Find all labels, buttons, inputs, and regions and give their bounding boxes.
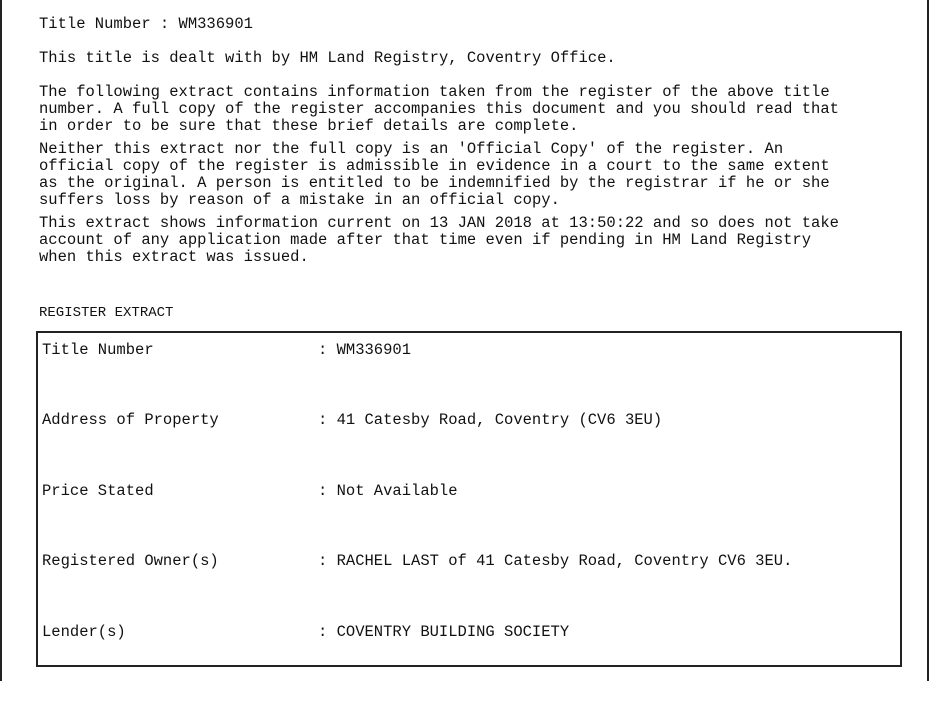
register-value: : 41 Catesby Road, Coventry (CV6 3EU) — [318, 411, 663, 429]
currency-line: when this extract was issued. — [39, 248, 309, 266]
office-statement: This title is dealt with by HM Land Registry, Coventry Office. — [39, 49, 616, 67]
register-label: Title Number — [42, 341, 154, 359]
official-copy-line: Neither this extract nor the full copy is an 'Official Copy' of the register. An — [39, 140, 784, 158]
register-value: : WM336901 — [318, 341, 412, 359]
register-label: Lender(s) — [42, 623, 126, 641]
register-extract-table — [36, 331, 902, 667]
currency-line: This extract shows information current on 13 JAN 2018 at 13:50:22 and so does not take — [39, 214, 839, 232]
intro-paragraph — [39, 84, 899, 135]
register-row-title-number — [42, 340, 892, 360]
register-label: Price Stated — [42, 482, 154, 500]
register-label: Registered Owner(s) — [42, 552, 219, 570]
register-row-address — [42, 410, 892, 430]
official-copy-line: official copy of the register is admissible in evidence in a court to the same extent — [39, 157, 830, 175]
official-copy-paragraph — [39, 141, 899, 209]
currency-line: account of any application made after that time even if pending in HM Land Registry — [39, 231, 812, 249]
register-value: : Not Available — [318, 482, 458, 500]
register-row-owner — [42, 551, 892, 571]
register-value: : RACHEL LAST of 41 Catesby Road, Coventry CV6 3EU. — [318, 552, 793, 570]
intro-line: number. A full copy of the register accompanies this document and you should read that — [39, 100, 839, 118]
register-extract-heading: REGISTER EXTRACT — [39, 305, 174, 321]
register-label: Address of Property — [42, 411, 219, 429]
intro-line: The following extract contains information taken from the register of the above title — [39, 83, 830, 101]
intro-line: in order to be sure that these brief details are complete. — [39, 117, 579, 135]
register-value: : COVENTRY BUILDING SOCIETY — [318, 623, 570, 641]
official-copy-line: as the original. A person is entitled to be indemnified by the registrar if he or she — [39, 174, 830, 192]
currency-paragraph — [39, 215, 899, 266]
register-row-price — [42, 481, 892, 501]
title-number-heading: Title Number : WM336901 — [39, 15, 253, 33]
official-copy-line: suffers loss by reason of a mistake in an official copy. — [39, 191, 560, 209]
register-row-lender — [42, 622, 892, 642]
